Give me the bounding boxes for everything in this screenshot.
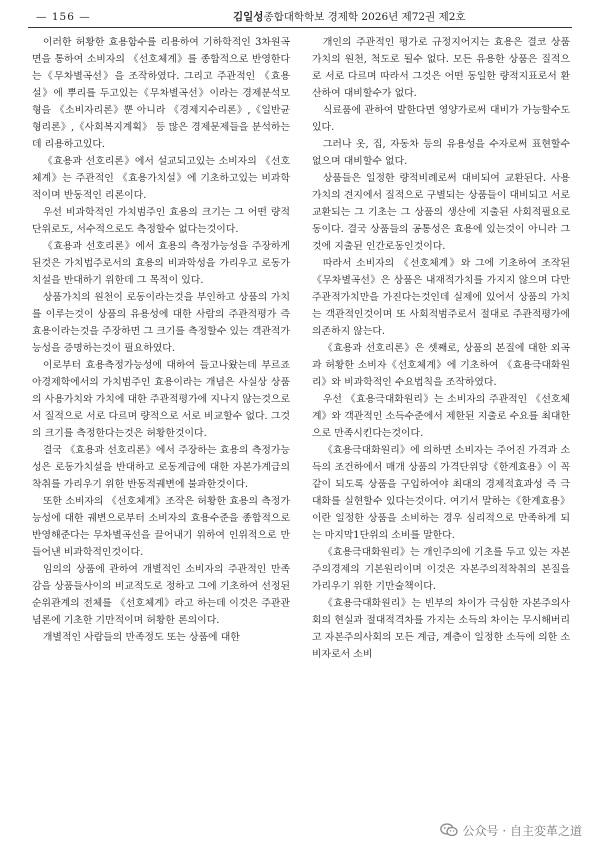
paragraph: 상품들은 일정한 량적비례로써 대비되여 교환된다. 사용가치의 견지에서 질적으로 구별되는 상품들이 대비되고 서로 교환되는 그 기초는 그 상품의 생산에 지출된 사회적필요로동이다. 결국 상품들의 공통성은 효용에 있는것이 아니라 그것에 지출된 인간로동인것이다.: [312, 173, 570, 252]
paragraph: 《효용과 선호리론》에서 설교되고있는 소비자의 《선호체계》는 주관적인 《효용가치설》에 기초하고있는 비과학적이며 반동적인 리론이다.: [32, 156, 290, 201]
right-column: [312, 34, 570, 845]
paragraph: 개별적인 사람들의 만족정도 또는 상품에 대한: [42, 632, 240, 643]
paragraph: 《효용극대화원리》는 빈부의 차이가 극심한 자본주의사회의 현실과 절대적격차를 가지는 소득의 차이는 무시해버리고 자본주의사회의 모든 계급, 계층이 일정한 소득에 의한 소비자로서 소비: [312, 598, 570, 660]
paragraph: 이로부터 효용측정가능성에 대하여 들고나왔는데 부르죠아경제학에서의 가치범주인 효용이라는 개념은 사실상 상품의 사용가치와 가치에 대한 주관적평가에 지나지 않는것으로서 질적으로 서로 다르며 량적으로 서로 비교할수 없다. 그것의 크기를 측정한다는것은 허황한것이다.: [32, 360, 290, 439]
paragraph: 이러한 허황한 효용함수를 리용하여 기하학적인 3차원곡면을 통하여 소비자의 《선호체계》를 종합적으로 반영한다는《무차별곡선》을 조작하였다. 그리고 주관적인 《효용설》에 뿌리를 두고있는《무차별곡선》이라는 경제분석모형을 《소비자리론》뿐 아니라 《경제지수리론》,《일반균형리론》,《사회복지계획》 등 많은 경제문제들을 분석하는데 리용하고있다.: [32, 37, 290, 150]
header-rule: [28, 27, 572, 28]
journal-title: 종합대학학보 경제학 2026년 제72권 제2호: [263, 11, 466, 23]
university-name: 김일성: [233, 11, 264, 23]
paragraph: 그러나 옷, 집, 자동차 등의 유용성을 수자로써 표현할수 없으며 대비할수 없다.: [312, 139, 570, 167]
paragraph: 임의의 상품에 관하여 개별적인 소비자의 주관적인 만족감을 상품들사이의 비교적도로 정하고 그에 기초하여 선정된 순위관계의 전체를 《선호체계》라고 하는데 이것은 주관관념론에 기초한 기만적이며 허황한 론의이다.: [32, 564, 290, 626]
left-column: [32, 34, 290, 845]
paragraph: 《효용극대화원리》에 의하면 소비자는 주어진 가격과 소득의 조건하에서 매개 상품의 가격단위당《한계효용》이 꼭같이 되도록 상품을 구입하여야 최대의 경제적효과성 즉 극대화를 실현할수 있다는것이다. 여기서 말하는《한계효용》이란 일정한 상품을 소비하는 경우 심리적으로 만족하게 되는 마지막1단위의 소비를 말한다.: [312, 445, 570, 541]
paragraph: 우선 《효용극대화원리》는 소비자의 주관적인 《선호체계》와 객관적인 소득수준에서 제한된 지출로 수요를 최대한으로 만족시킨다는것이다.: [312, 394, 570, 439]
paragraph: 《효용극대화원리》는 개인주의에 기초를 두고 있는 자본주의경제의 기본원리이며 이것은 자본주의적착취의 본질을 가리우기 위한 기만술책이다.: [312, 547, 570, 592]
paragraph: 상품가치의 원천이 로동이라는것을 부인하고 상품의 가치를 이루는것이 상품의 유용성에 대한 사람의 주관적평가 즉 효용이라는것을 주장하면 그 크기를 측정할수 있는 객관적가능성을 증명하는것이 필요하였다.: [32, 292, 290, 354]
watermark-text: 公众号 · 自主変革之道: [462, 823, 582, 838]
page-header: [28, 8, 572, 26]
paragraph: 따라서 소비자의 《선호체계》와 그에 기초하여 조작된 《무차별곡선》은 상품은 내재적가치를 가지지 않으며 다만 주관적가치만을 가진다는것인데 실제에 있어서 상품의 가치는 객관적인것이며 또 사회적범주로서 절대로 주관적평가에 의존하지 않는다.: [312, 258, 570, 337]
paragraph: 결국 《효용과 선호리론》에서 주장하는 효용의 측정가능성은 로동가치설을 반대하고 로동계급에 대한 자본가계급의 착취를 가리우기 위한 반동적궤변에 불과한것이다.: [32, 445, 290, 490]
watermark: [436, 819, 586, 841]
paragraph: 개인의 주관적인 평가로 규정지어지는 효용은 결코 상품가치의 원천, 척도로 될수 없다. 모든 유용한 상품은 질적으로 서로 다르며 따라서 그것은 어떤 동일한 량적지표로서 환산하여 대비할수가 없다.: [312, 37, 570, 99]
paragraph: 식료품에 관하여 발한다면 영양가로써 대비가 가능할수도 있다.: [312, 105, 570, 133]
paragraph: 《효용과 선호리론》은 셋째로, 상품의 본질에 대한 외곡과 허황한 소비자《선호체계》에 기초하여 《효용극대화원리》와 비과학적인 수요법칙을 조작하였다.: [312, 343, 570, 388]
running-title: [233, 8, 466, 26]
paragraph: 《효용과 선호리론》에서 효용의 측정가능성을 주장하게 된것은 가치법주로서의 효용의 비과학성을 가리우고 로동가치설을 반대하기 위한데 그 목적이 있다.: [32, 241, 290, 286]
page-number: — 156 —: [36, 11, 91, 23]
paragraph: 우선 비과학적인 가치범주인 효용의 크기는 그 어떤 량적단위로도, 서수적으로도 측정할수 없다는것이다.: [32, 207, 290, 235]
wechat-icon: [440, 823, 458, 837]
paragraph: 또한 소비자의 《선호체계》조작은 허황한 효용의 측정가능성에 대한 궤변으로부터 소비자의 효용수준을 종합적으로 반영해준다는 무차별곡선을 끌어내기 위하여 인위적으로 만들어낸 비과학적인것이다.: [32, 496, 290, 558]
